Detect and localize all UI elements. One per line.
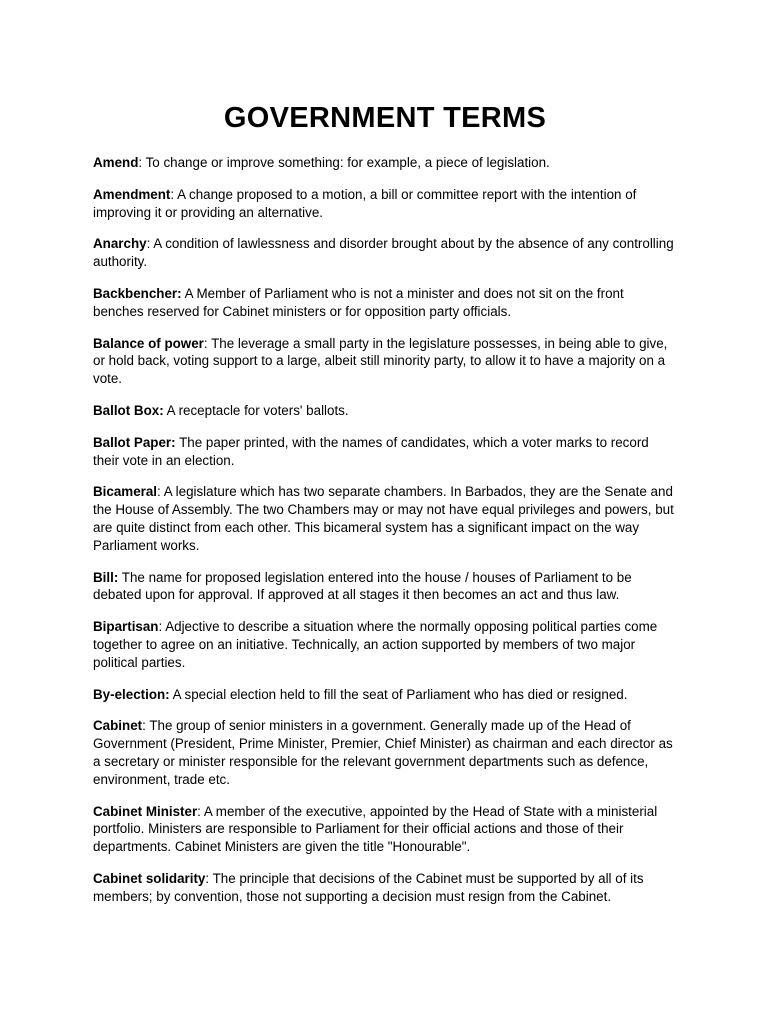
glossary-separator: : xyxy=(157,484,164,500)
glossary-separator: : xyxy=(142,718,150,734)
glossary-definition: A special election held to fill the seat of Parliament who has died or resigned. xyxy=(172,686,628,702)
glossary-term: Amend xyxy=(93,155,139,170)
glossary-list xyxy=(93,154,677,906)
glossary-separator: : xyxy=(203,335,212,351)
glossary-term: Backbencher: xyxy=(93,285,182,301)
glossary-entry xyxy=(93,335,677,388)
glossary-term: Ballot Box: xyxy=(93,402,164,418)
glossary-entry xyxy=(93,569,677,605)
glossary-separator: : xyxy=(138,155,146,170)
glossary-entry xyxy=(93,434,677,470)
glossary-definition: The principle that decisions of the Cabinet must be supported by all of its members; by convention, those not supporting a decision must resign from the Cabinet. xyxy=(93,870,644,904)
glossary-separator: : xyxy=(170,186,178,202)
glossary-entry xyxy=(93,186,677,222)
glossary-term: Anarchy xyxy=(93,236,147,252)
glossary-entry xyxy=(93,483,677,554)
glossary-term: Balance of power xyxy=(93,335,204,351)
glossary-term: Ballot Paper: xyxy=(93,434,176,450)
glossary-entry xyxy=(93,402,677,420)
glossary-term: Bipartisan xyxy=(93,619,159,635)
glossary-entry xyxy=(93,803,677,856)
glossary-term: Bill: xyxy=(93,569,119,585)
glossary-definition: The paper printed, with the names of candidates, which a voter marks to record their vote in an election. xyxy=(93,434,649,468)
glossary-entry xyxy=(93,235,677,271)
glossary-entry xyxy=(93,870,677,906)
glossary-separator: : xyxy=(158,619,166,635)
glossary-term: Amendment xyxy=(93,186,171,202)
glossary-definition: The leverage a small party in the legislature possesses, in being able to give, or hold back, voting support to a large, albeit still minority party, to allow it to have a majority on a vote. xyxy=(93,335,668,387)
glossary-term: Cabinet solidarity xyxy=(93,870,206,886)
glossary-separator: : xyxy=(197,803,204,819)
document-page xyxy=(93,100,677,920)
glossary-entry xyxy=(93,154,677,172)
glossary-entry xyxy=(93,285,677,321)
glossary-entry xyxy=(93,618,677,671)
glossary-term: Cabinet xyxy=(93,718,143,734)
glossary-term: By-election: xyxy=(93,686,170,702)
glossary-separator: : xyxy=(146,236,154,252)
page-title: GOVERNMENT TERMS xyxy=(223,102,547,134)
glossary-definition: A member of the executive, appointed by the Head of State with a ministerial portfolio. Ministers are responsible to Parliament for their official actions and those of their departments. Cabinet Ministers are given the title "Honourable". xyxy=(93,803,658,855)
glossary-definition: Adjective to describe a situation where the normally opposing political parties come together to agree on an initiative. Technically, an action supported by members of two major political parties. xyxy=(93,619,658,670)
glossary-definition: A receptacle for voters' ballots. xyxy=(166,402,349,418)
glossary-definition: The name for proposed legislation entered into the house / houses of Parliament to be debated upon for approval. If approved at all stages it then becomes an act and thus law. xyxy=(93,569,632,603)
glossary-definition: A legislature which has two separate chambers. In Barbados, they are the Senate and the House of Assembly. The two Chambers may or may not have equal privileges and powers, but are quite distinct from each other. This bicameral system has a significant impact on the way Parliament works. xyxy=(93,484,674,553)
glossary-definition: A Member of Parliament who is not a minister and does not sit on the front benches reserved for Cabinet ministers or for opposition party officials. xyxy=(93,285,624,319)
glossary-entry xyxy=(93,686,677,704)
glossary-definition: To change or improve something: for example, a piece of legislation. xyxy=(145,155,550,170)
glossary-definition: A change proposed to a motion, a bill or committee report with the intention of improving it or providing an alternative. xyxy=(93,186,637,220)
glossary-term: Cabinet Minister xyxy=(93,803,198,819)
glossary-definition: A condition of lawlessness and disorder brought about by the absence of any controlling authority. xyxy=(93,236,674,270)
glossary-separator: : xyxy=(205,870,213,886)
glossary-term: Bicameral xyxy=(93,484,158,500)
glossary-entry xyxy=(93,717,677,788)
glossary-definition: The group of senior ministers in a government. Generally made up of the Head of Government (President, Prime Minister, Premier, Chief Minister) as chairman and each director as a secretary or minister responsible for the relevant government departments such as defence, environment, trade etc. xyxy=(93,718,673,787)
